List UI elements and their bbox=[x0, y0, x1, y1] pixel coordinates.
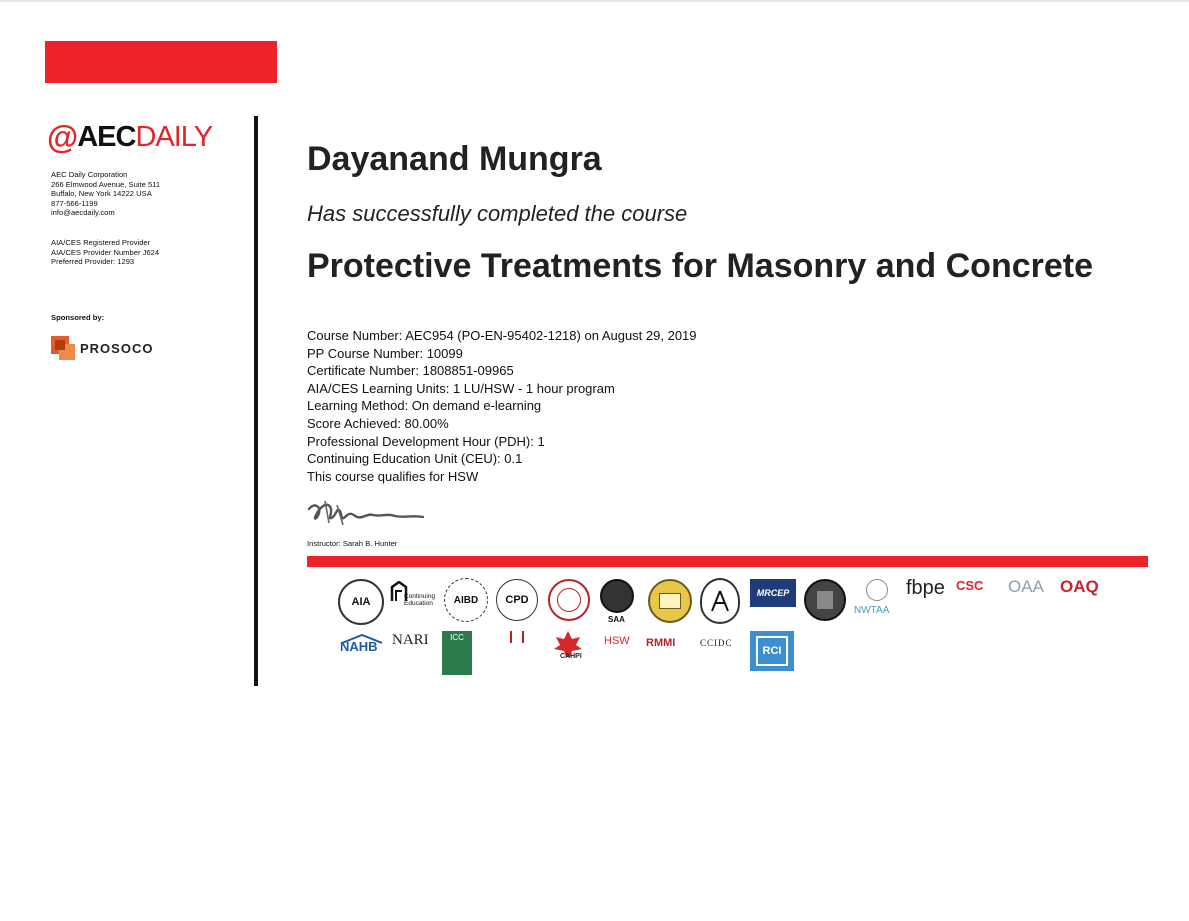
cpd-label: CPD bbox=[505, 594, 529, 606]
icc-label: ICC bbox=[450, 633, 464, 642]
detail-course-number: Course Number: AEC954 (PO-EN-95402-1218) on August 29, 2019 bbox=[307, 328, 697, 343]
course-details bbox=[307, 327, 697, 485]
mrcep-label: MRCEP bbox=[756, 588, 790, 598]
cahpi-logo bbox=[548, 629, 588, 667]
provider-line: AIA/CES Provider Number J624 bbox=[51, 247, 160, 257]
continuing-education-label: Continuing Education bbox=[404, 593, 436, 607]
approved-ce-provider-seal bbox=[444, 578, 488, 622]
csc-label: CSC bbox=[956, 578, 984, 593]
rci-logo bbox=[750, 631, 794, 671]
aibd-label: AIBD bbox=[453, 594, 479, 606]
logo-at: @ bbox=[47, 119, 78, 155]
red-divider-bar bbox=[307, 556, 1148, 567]
detail-certificate-number: Certificate Number: 1808851-09965 bbox=[307, 363, 514, 379]
organization-address bbox=[51, 170, 247, 218]
nahb-logo bbox=[340, 631, 384, 665]
cahpi-label: CAHPI bbox=[560, 653, 582, 660]
detail-ceu: Continuing Education Unit (CEU): 0.1 bbox=[307, 451, 523, 467]
detail-pdh: Professional Development Hour (PDH): 1 bbox=[307, 433, 545, 449]
cpd-boma-seal bbox=[496, 579, 538, 621]
org-line: Buffalo, New York 14222 USA bbox=[51, 189, 152, 199]
dark-heritage-seal bbox=[804, 579, 846, 621]
instructor-signature bbox=[307, 495, 425, 531]
csc-logo bbox=[956, 577, 1002, 605]
instructor-name: Instructor: Sarah B. Hunter bbox=[307, 539, 398, 548]
oaa-logo bbox=[1008, 577, 1054, 609]
architects-association-pei-logo bbox=[494, 631, 540, 655]
prosoco-icon bbox=[51, 336, 75, 360]
recipient-name: Dayanand Mungra bbox=[307, 140, 602, 178]
org-line: AEC Daily Corporation bbox=[51, 170, 128, 179]
logo-aec: AEC bbox=[77, 120, 136, 153]
org-line: 877-566-1199 bbox=[51, 198, 98, 208]
sponsor-logo bbox=[51, 336, 247, 360]
provider-line: Preferred Provider: 1293 bbox=[51, 257, 135, 267]
oaa-label: OAA bbox=[1008, 577, 1044, 596]
rmmi-label: RMMI bbox=[646, 637, 676, 649]
detail-pp-course-number: PP Course Number: 10099 bbox=[307, 345, 463, 361]
rci-label: RCI bbox=[762, 645, 782, 657]
top-border bbox=[0, 0, 1189, 2]
saa-seal bbox=[600, 579, 634, 627]
sponsored-label: Sponsored by: bbox=[51, 312, 105, 322]
red-header-tab bbox=[45, 41, 277, 83]
ccidc-label: CCIDC bbox=[700, 638, 733, 648]
sidebar bbox=[47, 117, 247, 360]
vertical-divider bbox=[254, 116, 258, 686]
nahb-label: NAHB bbox=[340, 639, 378, 654]
detail-learning-units: AIA/CES Learning Units: 1 LU/HSW - 1 hour program bbox=[307, 380, 615, 396]
completion-statement: Has successfully completed the course bbox=[307, 201, 688, 226]
aia-continuing-education-seal bbox=[338, 579, 384, 625]
gold-architects-seal bbox=[648, 579, 692, 623]
saa-label: SAA bbox=[608, 615, 625, 624]
org-email: info@aecdaily.com bbox=[51, 208, 115, 218]
aia-label: AIA bbox=[351, 596, 371, 608]
nari-logo bbox=[392, 631, 436, 665]
nwtaa-logo bbox=[854, 579, 902, 623]
accreditation-logos bbox=[338, 575, 1118, 680]
oaq-logo bbox=[1060, 577, 1106, 609]
nari-label: NARI bbox=[392, 632, 429, 648]
logo-daily: DAILY bbox=[135, 120, 213, 153]
continuing-education-logo bbox=[390, 579, 436, 625]
sponsor-name: PROSOCO bbox=[80, 340, 154, 356]
detail-hsw: This course qualifies for HSW bbox=[307, 468, 479, 484]
mrcep-logo bbox=[750, 579, 796, 607]
org-line: 266 Elmwood Avenue, Suite 511 bbox=[51, 179, 161, 189]
provider-line: AIA/CES Registered Provider bbox=[51, 237, 151, 247]
fbpe-label: fbpe bbox=[906, 577, 945, 599]
nwtaa-label: NWTAA bbox=[854, 605, 890, 616]
detail-learning-method: Learning Method: On demand e-learning bbox=[307, 398, 542, 414]
aecdaily-logo bbox=[47, 117, 247, 157]
hsw-label: HSW bbox=[604, 635, 630, 647]
compass-seal bbox=[700, 578, 740, 624]
detail-score: Score Achieved: 80.00% bbox=[307, 415, 449, 431]
icc-logo bbox=[442, 631, 472, 675]
fbpe-logo bbox=[906, 577, 954, 617]
oaq-label: OAQ bbox=[1060, 577, 1099, 596]
provider-info bbox=[51, 238, 247, 267]
hsw-logo bbox=[604, 631, 634, 651]
ccidc-logo bbox=[700, 633, 746, 653]
course-title: Protective Treatments for Masonry and Concrete bbox=[307, 247, 1094, 285]
rmmi-logo bbox=[646, 633, 694, 657]
red-university-seal bbox=[548, 579, 590, 621]
